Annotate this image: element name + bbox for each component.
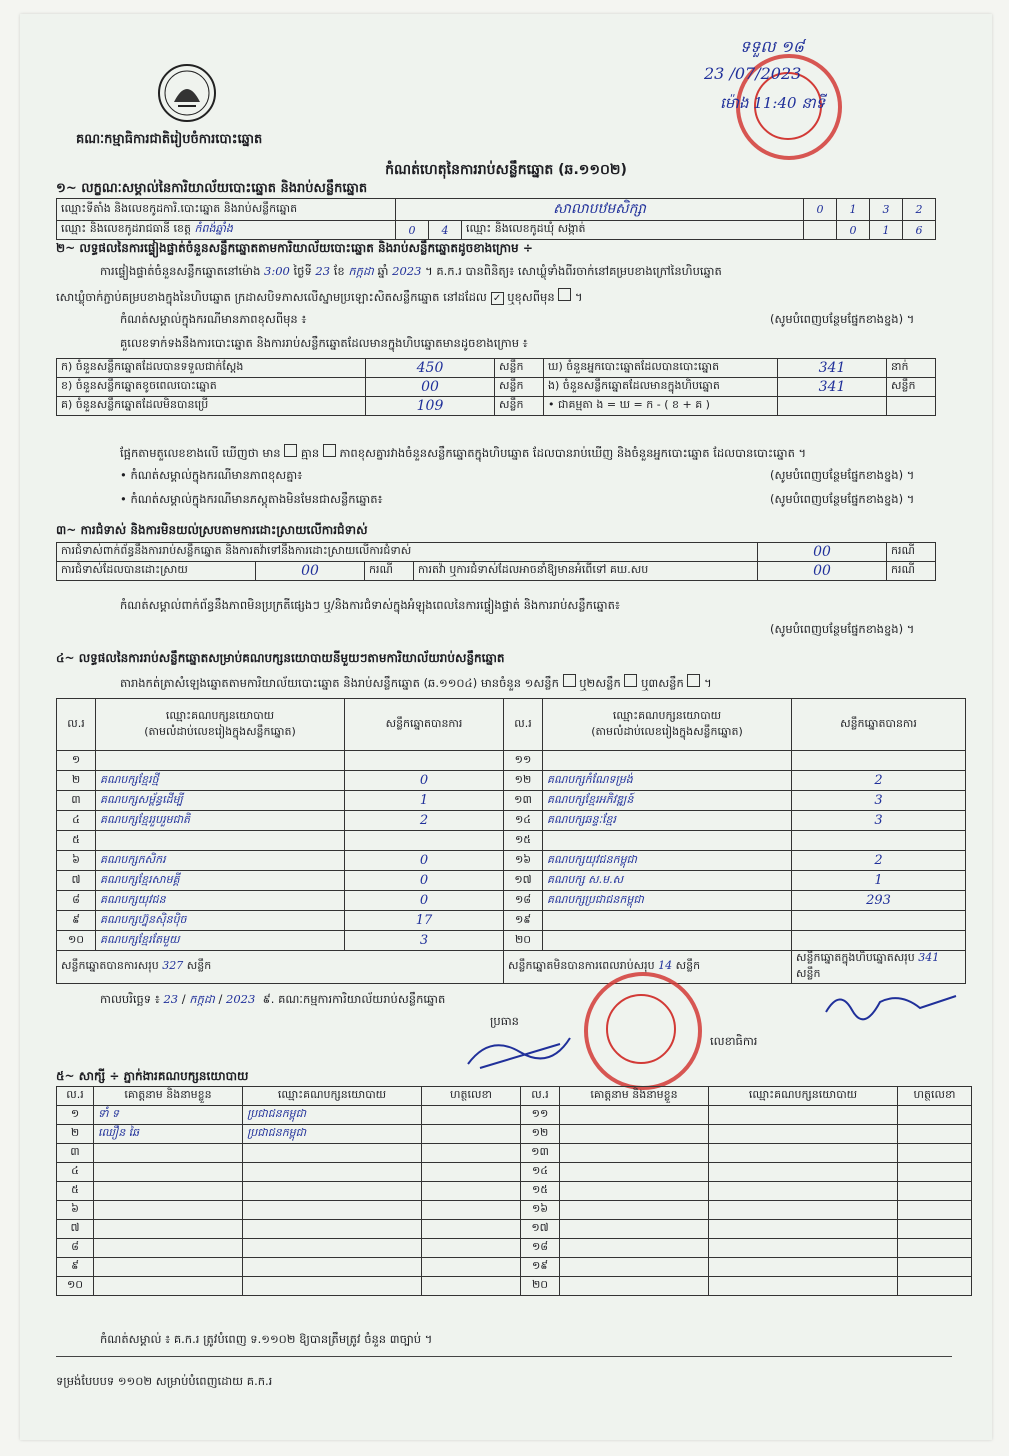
results-table	[56, 698, 966, 984]
witness-sign-right	[898, 1125, 972, 1144]
s2-p4: គួលេខទាក់ទងនឹងការបោះឆ្នោត និងការរាប់សន្លឹកឆ្នោតដែលមានក្នុងហិបឆ្នោតមានដូចខាងក្រោម ៖	[120, 336, 528, 350]
sum2-label: សន្លឹកឆ្នោតមិនបានការពេលរាប់សរុប	[508, 959, 655, 972]
s3-r1v: 00	[758, 543, 887, 562]
result-row	[57, 891, 966, 911]
witness-row	[57, 1201, 972, 1220]
sum1-value: 327	[162, 959, 184, 972]
witness-name-right	[560, 1125, 709, 1144]
s3-r2a: ការជំទាស់ដែលបានដោះស្រាយ	[57, 562, 256, 581]
witness-name-left	[94, 1220, 243, 1239]
witness-sign-left	[422, 1277, 521, 1296]
s3-unit2: ករណី	[365, 562, 414, 581]
result-row	[57, 931, 966, 951]
w-h-name-left: គោត្តនាម និងនាមខ្លួន	[94, 1087, 243, 1106]
sum1-unit: សន្លឹក	[186, 959, 212, 972]
witness-no-right: ១៤	[521, 1163, 560, 1182]
count-unit-right	[887, 397, 936, 416]
witness-sign-left	[422, 1163, 521, 1182]
s4-intro: តារាងកត់ត្រាសំឡេងឆ្នោតតាមការិយាល័យបោះឆ្នោត និងរាប់សន្លឹកឆ្នោត (ឆ.១១០៤) មានចំនួន ១សន្លឹក ឬ២សន្លឹក ឬ៣សន្លឹក ។	[120, 676, 712, 690]
witness-no-right: ១៣	[521, 1144, 560, 1163]
section2-title: ២~ លទ្ធផលនៃការផ្ទៀងផ្ទាត់ចំនួនសន្លឹកឆ្នោតតាមការិយាល័យបោះឆ្នោត និងរាប់សន្លឹកឆ្នោតដូចខាងក្រោម ÷	[56, 241, 533, 255]
count-unit-right: សន្លឹក	[887, 378, 936, 397]
witness-party-right	[709, 1163, 898, 1182]
result-row	[57, 871, 966, 891]
result-party-right: គណបក្សប្រជាជនកម្ពុជា	[543, 891, 792, 911]
result-votes-right	[792, 831, 966, 851]
count-value-left: 109	[366, 397, 495, 416]
s2-b1-fill: (សូមបំពេញបន្ថែមផ្នែកខាងខ្នង) ។	[770, 468, 915, 482]
h-party2-right: (តាមលំដាប់លេខរៀងក្នុងសន្លឹកឆ្នោត)	[591, 724, 743, 738]
witness-sign-left	[422, 1201, 521, 1220]
witness-party-left	[243, 1220, 422, 1239]
witness-sign-right	[898, 1277, 972, 1296]
result-votes-left: 2	[345, 811, 504, 831]
s2-p5b: គ្មាន	[300, 446, 320, 460]
count-label-right: ង) ចំនួនសន្លឹកឆ្នោតដែលមានក្នុងហិបឆ្នោត	[544, 378, 778, 397]
count-unit-left: សន្លឹក	[495, 378, 544, 397]
witness-sign-left	[422, 1125, 521, 1144]
witness-party-left	[243, 1258, 422, 1277]
result-votes-left: 17	[345, 911, 504, 931]
s3-fill: (សូមបំពេញបន្ថែមផ្នែកខាងខ្នង) ។	[770, 622, 915, 636]
commune-label: ឈ្មោះ និងលេខកូដឃុំ សង្កាត់	[462, 221, 804, 240]
witness-row	[57, 1182, 972, 1201]
s2-time: 3:00	[264, 264, 290, 278]
w-h-party-right: ឈ្មោះគណបក្សនយោបាយ	[709, 1087, 898, 1106]
witness-name-right	[560, 1182, 709, 1201]
s3-note: កំណត់សម្គាល់ពាក់ព័ន្ធនឹងភាពមិនប្រក្រតីផ្សេងៗ ឬ/និងការជំទាស់ក្នុងអំឡុងពេលនៃការផ្ទៀងផ្ទាត់ និងការរាប់សន្លឹកឆ្នោត៖	[120, 598, 620, 612]
district-value: កំពង់ឆ្នាំង	[194, 222, 233, 235]
s2-p1c: ខែ	[333, 264, 345, 278]
section1-title: ១~ លក្ខណៈសម្គាល់នៃការិយាល័យបោះឆ្នោត និងរាប់សន្លឹកឆ្នោត	[56, 181, 368, 196]
result-no-left: ២	[57, 771, 96, 791]
chair-label: ប្រធាន	[490, 1014, 519, 1028]
witness-party-left	[243, 1144, 422, 1163]
result-party-left: គណបក្សខ្មែរតែមួយ	[96, 931, 345, 951]
s2-p1e: ។ គ.ក.រ បានពិនិត្យ៖ សោឃ្លុំទាំងពីរចាក់នៅគម្របខាងក្រៅនៃហិបឆ្នោត	[425, 264, 722, 278]
form-page	[20, 14, 992, 1440]
witness-row	[57, 1144, 972, 1163]
witness-no-left: ៤	[57, 1163, 94, 1182]
witness-name-right	[560, 1239, 709, 1258]
witness-name-right	[560, 1163, 709, 1182]
made-day: 23	[163, 992, 179, 1006]
witness-no-left: ១	[57, 1106, 94, 1125]
result-no-left: ១	[57, 751, 96, 771]
sum3-value: 341	[918, 951, 940, 964]
result-no-right: ១៩	[504, 911, 543, 931]
witness-no-right: ១១	[521, 1106, 560, 1125]
form-title: កំណត់ហេតុនៃការរាប់សន្លឹកឆ្នោត (ឆ.១១០២)	[385, 162, 627, 178]
witness-sign-left	[422, 1220, 521, 1239]
witness-party-left	[243, 1277, 422, 1296]
witness-party-right	[709, 1201, 898, 1220]
committee-stamp-inner	[606, 994, 676, 1064]
result-votes-left	[345, 831, 504, 851]
w-h-sign-right: ហត្ថលេខា	[898, 1087, 972, 1106]
h-party-left: ឈ្មោះគណបក្សនយោបាយ	[165, 708, 275, 722]
witness-sign-left	[422, 1239, 521, 1258]
witness-party-left	[243, 1163, 422, 1182]
s2-year: 2023	[392, 264, 422, 278]
witness-name-left	[94, 1258, 243, 1277]
result-party-right: គណបក្ស ស.ម.ស	[543, 871, 792, 891]
section3-title: ៣~ ការជំទាស់ និងការមិនយល់ស្របតាមការដោះស្រាយលើការជំទាស់	[56, 523, 368, 537]
witness-sign-right	[898, 1163, 972, 1182]
office-label: ឈ្មោះទីតាំង និងលេខកូដការិ.បោះឆ្នោត និងរាប់សន្លឹកឆ្នោត	[57, 199, 396, 221]
secretary-signature-icon	[820, 984, 960, 1024]
s2-line5	[120, 444, 806, 463]
s3-r2b: ការតវ៉ា ឬការជំទាស់ដែលអាចនាំឱ្យមានអំពើទៅ គឃ.សប	[414, 562, 758, 581]
s2-p1a: ការផ្ទៀងផ្ទាត់ចំនួនសន្លឹកឆ្នោតនៅម៉ោង	[100, 264, 261, 278]
w-h-party-left: ឈ្មោះគណបក្សនយោបាយ	[243, 1087, 422, 1106]
s4-intro3: ឬ៣សន្លឹក	[641, 676, 684, 690]
sum3-label: សន្លឹកឆ្នោតក្នុងហិបឆ្នោតសរុប	[796, 951, 915, 964]
witness-no-right: ១៩	[521, 1258, 560, 1277]
h-votes-left: សន្លឹកឆ្នោតបានការ	[345, 699, 504, 751]
witness-sign-right	[898, 1239, 972, 1258]
result-votes-left: 0	[345, 851, 504, 871]
result-row	[57, 751, 966, 771]
result-party-right	[543, 931, 792, 951]
witness-name-right	[560, 1220, 709, 1239]
witness-name-left	[94, 1144, 243, 1163]
result-no-left: ៤	[57, 811, 96, 831]
witness-no-left: ៦	[57, 1201, 94, 1220]
witness-sign-right	[898, 1201, 972, 1220]
s2-line2: សោឃ្លុំចាក់ភ្ជាប់គម្របខាងក្នុងនៃហិបឆ្នោត ក្រដាសបិទភាសលើស្នាមប្រឡោះសិតសន្លឹកឆ្នោត នៅដដែល ✓ ឬខុសពីមុន ។	[56, 290, 583, 304]
count-value-left: 450	[366, 359, 495, 378]
s2-p2: សោឃ្លុំចាក់ភ្ជាប់គម្របខាងក្នុងនៃហិបឆ្នោត ក្រដាសបិទភាសលើស្នាមប្រឡោះសិតសន្លឹកឆ្នោត នៅដដែល	[56, 290, 487, 304]
witness-row	[57, 1239, 972, 1258]
note-received: ទទួល ១៨	[740, 37, 805, 56]
section1-table	[56, 198, 936, 240]
witness-sign-right	[898, 1144, 972, 1163]
h-no-left: ល.រ	[57, 699, 96, 751]
s2-b2: • កំណត់សម្គាល់ក្នុងករណីមានភស្តុតាងមិនមែនជាសន្លឹកឆ្នោត៖	[120, 492, 383, 506]
witness-party-right	[709, 1277, 898, 1296]
count-value-right	[778, 397, 887, 416]
witness-no-right: ១៦	[521, 1201, 560, 1220]
count-row	[57, 397, 936, 416]
witness-name-left	[94, 1201, 243, 1220]
witness-no-left: ៧	[57, 1220, 94, 1239]
s2-p5: ផ្អែកតាមតួលេខខាងលើ ឃើញថា មាន	[120, 446, 281, 460]
checkbox-same[interactable]: ✓	[491, 292, 504, 305]
count-label-left: ក) ចំនួនសន្លឹកឆ្នោតដែលបានទទួលជាក់ស្តែង	[57, 359, 366, 378]
result-votes-right: 2	[792, 851, 966, 871]
s2-b1: • កំណត់សម្គាល់ក្នុងករណីមានភាពខុសគ្នា៖	[120, 468, 303, 482]
office-code-1: 0	[804, 199, 837, 221]
witness-name-left: ឈឿន ឆៃ	[94, 1125, 243, 1144]
witness-row	[57, 1258, 972, 1277]
s2-day: 23	[315, 264, 331, 278]
result-votes-right: 2	[792, 771, 966, 791]
h-votes-right: សន្លឹកឆ្នោតបានការ	[792, 699, 966, 751]
result-party-right	[543, 831, 792, 851]
s3-r2bv: 00	[758, 562, 887, 581]
witness-name-left: ទាំ ទ	[94, 1106, 243, 1125]
count-value-right: 341	[778, 378, 887, 397]
witness-sign-left	[422, 1106, 521, 1125]
witness-party-left	[243, 1201, 422, 1220]
h-party2-left: (តាមលំដាប់លេខរៀងក្នុងសន្លឹកឆ្នោត)	[144, 724, 296, 738]
result-no-right: ១២	[504, 771, 543, 791]
district-code-2: 4	[429, 221, 462, 240]
s2-p5c: ភាពខុសគ្នារវាងចំនួនសន្លឹកឆ្នោតក្នុងហិបឆ្នោត ដែលបានរាប់ឃើញ និងចំនួនអ្នកបោះឆ្នោត ដែលបានបោះឆ្នោត ។	[339, 446, 807, 460]
result-party-left: គណបក្សខ្មែរថ្មី	[96, 771, 345, 791]
checkbox-2sheet[interactable]	[624, 674, 637, 687]
chair-signature-icon	[460, 1024, 580, 1074]
committee-label: ៩. គណៈកម្មការការិយាល័យរាប់សន្លឹកឆ្នោត	[262, 992, 446, 1006]
result-no-right: ១៥	[504, 831, 543, 851]
result-party-left	[96, 751, 345, 771]
result-party-left: គណបក្សយុវជន	[96, 891, 345, 911]
witness-row	[57, 1125, 972, 1144]
result-party-right: គណបក្សយុវជនកម្ពុជា	[543, 851, 792, 871]
witness-no-right: ១៨	[521, 1239, 560, 1258]
result-votes-right: 3	[792, 791, 966, 811]
result-votes-right: 1	[792, 871, 966, 891]
result-no-left: ៥	[57, 831, 96, 851]
result-row	[57, 811, 966, 831]
result-party-left: គណបក្សសម្ព័ន្ធដើម្បី	[96, 791, 345, 811]
witness-name-right	[560, 1144, 709, 1163]
witness-sign-left	[422, 1258, 521, 1277]
result-party-left	[96, 831, 345, 851]
result-no-right: ១៤	[504, 811, 543, 831]
witness-name-left	[94, 1239, 243, 1258]
result-votes-left: 0	[345, 891, 504, 911]
note-date: 23 /07/2023	[704, 64, 802, 83]
count-row	[57, 359, 936, 378]
note-time: ម៉ោង 11:40 នាទី	[720, 94, 826, 112]
result-no-left: ៣	[57, 791, 96, 811]
result-party-left: គណបក្សខ្មែរសាមគ្គី	[96, 871, 345, 891]
result-votes-left: 3	[345, 931, 504, 951]
s5-note: កំណត់សម្គាល់ ៖ គ.ក.រ ត្រូវបំពេញ ទ.១១០២ ឱ្យបានត្រឹមត្រូវ ចំនួន ៣ច្បាប់ ។	[100, 1332, 433, 1346]
witness-sign-right	[898, 1220, 972, 1239]
count-label-right: ឃ) ចំនួនអ្នកបោះឆ្នោតដែលបានបោះឆ្នោត	[544, 359, 778, 378]
result-party-right	[543, 751, 792, 771]
result-votes-right	[792, 911, 966, 931]
checkbox-1sheet[interactable]	[563, 674, 576, 687]
witness-no-left: ៥	[57, 1182, 94, 1201]
s2-month: កក្កដា	[348, 264, 374, 278]
result-votes-left	[345, 751, 504, 771]
count-unit-left: សន្លឹក	[495, 397, 544, 416]
s2-p1d: ឆ្នាំ	[377, 264, 389, 278]
count-label-right: • ជាគម្មតា ង = ឃ = ក - ( ខ + គ )	[544, 397, 778, 416]
count-row	[57, 378, 936, 397]
witness-party-left	[243, 1239, 422, 1258]
checkbox-has[interactable]	[284, 444, 297, 457]
witness-no-left: ២	[57, 1125, 94, 1144]
office-code-4: 2	[903, 199, 936, 221]
district-code-1: 0	[396, 221, 429, 240]
result-no-right: ១៨	[504, 891, 543, 911]
result-party-left: គណបក្សហ្វ៊ុនស៊ិនប៉ិច	[96, 911, 345, 931]
witness-name-right	[560, 1277, 709, 1296]
s2-line1	[100, 264, 722, 281]
witness-party-right	[709, 1125, 898, 1144]
s4-date-line: កាលបរិច្ឆេទ ៖ 23 / កក្កដា / 2023 ៩. គណៈកម្មការការិយាល័យរាប់សន្លឹកឆ្នោត	[100, 992, 446, 1006]
witness-name-right	[560, 1201, 709, 1220]
witness-sign-left	[422, 1182, 521, 1201]
checkbox-none[interactable]	[323, 444, 336, 457]
witness-row	[57, 1106, 972, 1125]
result-votes-right: 293	[792, 891, 966, 911]
w-h-name-right: គោត្តនាម និងនាមខ្លួន	[560, 1087, 709, 1106]
result-no-left: ៩	[57, 911, 96, 931]
s3-r1: ការជំទាស់ពាក់ព័ន្ធនឹងការរាប់សន្លឹកឆ្នោត និងការតវ៉ាទៅនឹងការដោះស្រាយលើការជំទាស់	[57, 543, 758, 562]
s2-p3: កំណត់សម្គាល់ក្នុងករណីមានភាពខុសពីមុន ៖	[120, 312, 307, 326]
count-unit-right: នាក់	[887, 359, 936, 378]
result-votes-left: 1	[345, 791, 504, 811]
witness-name-left	[94, 1182, 243, 1201]
witness-name-left	[94, 1277, 243, 1296]
s2-counts-table	[56, 358, 936, 416]
witness-party-right	[709, 1106, 898, 1125]
s2-p2b: ឬខុសពីមុន	[507, 290, 555, 304]
sum3-unit: សន្លឹក	[796, 967, 821, 980]
s3-unit3: ករណី	[887, 562, 936, 581]
witness-name-left	[94, 1163, 243, 1182]
s2-p1b: ថ្ងៃទី	[293, 264, 312, 278]
w-h-sign-left: ហត្ថលេខា	[422, 1087, 521, 1106]
result-party-left: គណបក្សកសិករ	[96, 851, 345, 871]
witness-party-left: ប្រជាជនកម្ពុជា	[243, 1125, 422, 1144]
witness-sign-left	[422, 1144, 521, 1163]
witness-no-right: ១៧	[521, 1220, 560, 1239]
witness-no-left: ៨	[57, 1239, 94, 1258]
result-row	[57, 851, 966, 871]
result-row	[57, 831, 966, 851]
witness-no-right: ១៥	[521, 1182, 560, 1201]
office-code-3: 3	[870, 199, 903, 221]
witness-no-right: ១២	[521, 1125, 560, 1144]
witness-party-right	[709, 1239, 898, 1258]
witness-name-right	[560, 1258, 709, 1277]
s4-intro-text: តារាងកត់ត្រាសំឡេងឆ្នោតតាមការិយាល័យបោះឆ្នោត និងរាប់សន្លឹកឆ្នោត (ឆ.១១០៤) មានចំនួន ១សន្លឹក	[120, 676, 559, 690]
office-code-2: 1	[837, 199, 870, 221]
count-label-left: ខ) ចំនួនសន្លឹកឆ្នោតខូចពេលបោះឆ្នោត	[57, 378, 366, 397]
witness-row	[57, 1220, 972, 1239]
witness-party-left: ប្រជាជនកម្ពុជា	[243, 1106, 422, 1125]
witness-sign-right	[898, 1106, 972, 1125]
result-no-left: ៨	[57, 891, 96, 911]
count-unit-left: សន្លឹក	[495, 359, 544, 378]
result-no-right: ១៧	[504, 871, 543, 891]
count-value-left: 00	[366, 378, 495, 397]
result-no-right: ២០	[504, 931, 543, 951]
s4-intro2: ឬ២សន្លឹក	[579, 676, 621, 690]
result-votes-right: 3	[792, 811, 966, 831]
result-votes-right	[792, 931, 966, 951]
commune-code-2: 1	[870, 221, 903, 240]
witness-no-left: ៩	[57, 1258, 94, 1277]
sum1-label: សន្លឹកឆ្នោតបានការសរុប	[61, 959, 159, 972]
checkbox-different[interactable]	[558, 288, 571, 301]
witness-row	[57, 1163, 972, 1182]
h-no-right: ល.រ	[504, 699, 543, 751]
result-party-right: គណបក្សឆន្ទៈខ្មែរ	[543, 811, 792, 831]
made-year: 2023	[226, 992, 256, 1006]
result-no-right: ១៦	[504, 851, 543, 871]
result-votes-right	[792, 751, 966, 771]
result-votes-left: 0	[345, 771, 504, 791]
count-label-left: គ) ចំនួនសន្លឹកឆ្នោតដែលមិនបានប្រើ	[57, 397, 366, 416]
result-party-right: គណបក្សកំណែទម្រង់	[543, 771, 792, 791]
footer-divider	[56, 1356, 952, 1357]
section5-title: ៥~ សាក្សី ÷ ភ្នាក់ងារគណបក្សនយោបាយ	[56, 1069, 249, 1083]
secretary-label: លេខាធិការ	[710, 1034, 758, 1048]
witness-party-left	[243, 1182, 422, 1201]
s3-r2av: 00	[256, 562, 365, 581]
made-month: កក្កដា	[189, 992, 215, 1006]
office-value: សាលាបឋមសិក្សា	[396, 199, 804, 221]
witness-no-left: ៣	[57, 1144, 94, 1163]
witness-row	[57, 1277, 972, 1296]
s2-b2-fill: (សូមបំពេញបន្ថែមផ្នែកខាងខ្នង) ។	[770, 492, 915, 506]
section4-title: ៤~ លទ្ធផលនៃការរាប់សន្លឹកឆ្នោតសម្រាប់គណបក្សនយោបាយនីមួយៗតាមការិយាល័យរាប់សន្លឹកឆ្នោត	[56, 651, 505, 665]
sum2-unit: សន្លឹក	[675, 959, 701, 972]
result-votes-left: 0	[345, 871, 504, 891]
result-row	[57, 911, 966, 931]
witness-sign-right	[898, 1182, 972, 1201]
w-h-no-right: ល.រ	[521, 1087, 560, 1106]
made-label: កាលបរិច្ឆេទ ៖	[100, 992, 160, 1006]
count-value-right: 341	[778, 359, 887, 378]
result-no-left: ១០	[57, 931, 96, 951]
witness-party-right	[709, 1182, 898, 1201]
witness-name-right	[560, 1106, 709, 1125]
result-party-right	[543, 911, 792, 931]
witness-party-right	[709, 1144, 898, 1163]
result-party-left: គណបក្សខ្មែររួបរួមជាតិ	[96, 811, 345, 831]
org-name: គណៈកម្មាធិការជាតិរៀបចំការបោះឆ្នោត	[76, 132, 263, 147]
sum2-value: 14	[658, 959, 673, 972]
footer-text: ទម្រង់បែបបទ ១១០២ សម្រាប់បំពេញដោយ គ.ក.រ	[56, 1374, 273, 1388]
w-h-no-left: ល.រ	[57, 1087, 94, 1106]
witness-party-right	[709, 1220, 898, 1239]
result-row	[57, 791, 966, 811]
result-no-right: ១១	[504, 751, 543, 771]
emblem-icon	[152, 62, 222, 124]
witness-sign-right	[898, 1258, 972, 1277]
commune-code-3: 6	[903, 221, 936, 240]
s3-unit1: ករណី	[887, 543, 936, 562]
result-party-right: គណបក្សខ្មែរអភិវឌ្ឍន៍	[543, 791, 792, 811]
witness-party-right	[709, 1258, 898, 1277]
result-no-right: ១៣	[504, 791, 543, 811]
result-row	[57, 771, 966, 791]
commune-code-1: 0	[837, 221, 870, 240]
witness-no-right: ២០	[521, 1277, 560, 1296]
witness-no-left: ១០	[57, 1277, 94, 1296]
district-label: ឈ្មោះ និងលេខកូដរាជធានី ខេត្ត	[61, 222, 191, 235]
witness-table	[56, 1086, 972, 1296]
checkbox-3sheet[interactable]	[687, 674, 700, 687]
result-no-left: ៧	[57, 871, 96, 891]
s3-table	[56, 542, 936, 581]
s2-p3b: (សូមបំពេញបន្ថែមផ្នែកខាងខ្នង) ។	[770, 312, 915, 326]
result-no-left: ៦	[57, 851, 96, 871]
h-party-right: ឈ្មោះគណបក្សនយោបាយ	[612, 708, 722, 722]
